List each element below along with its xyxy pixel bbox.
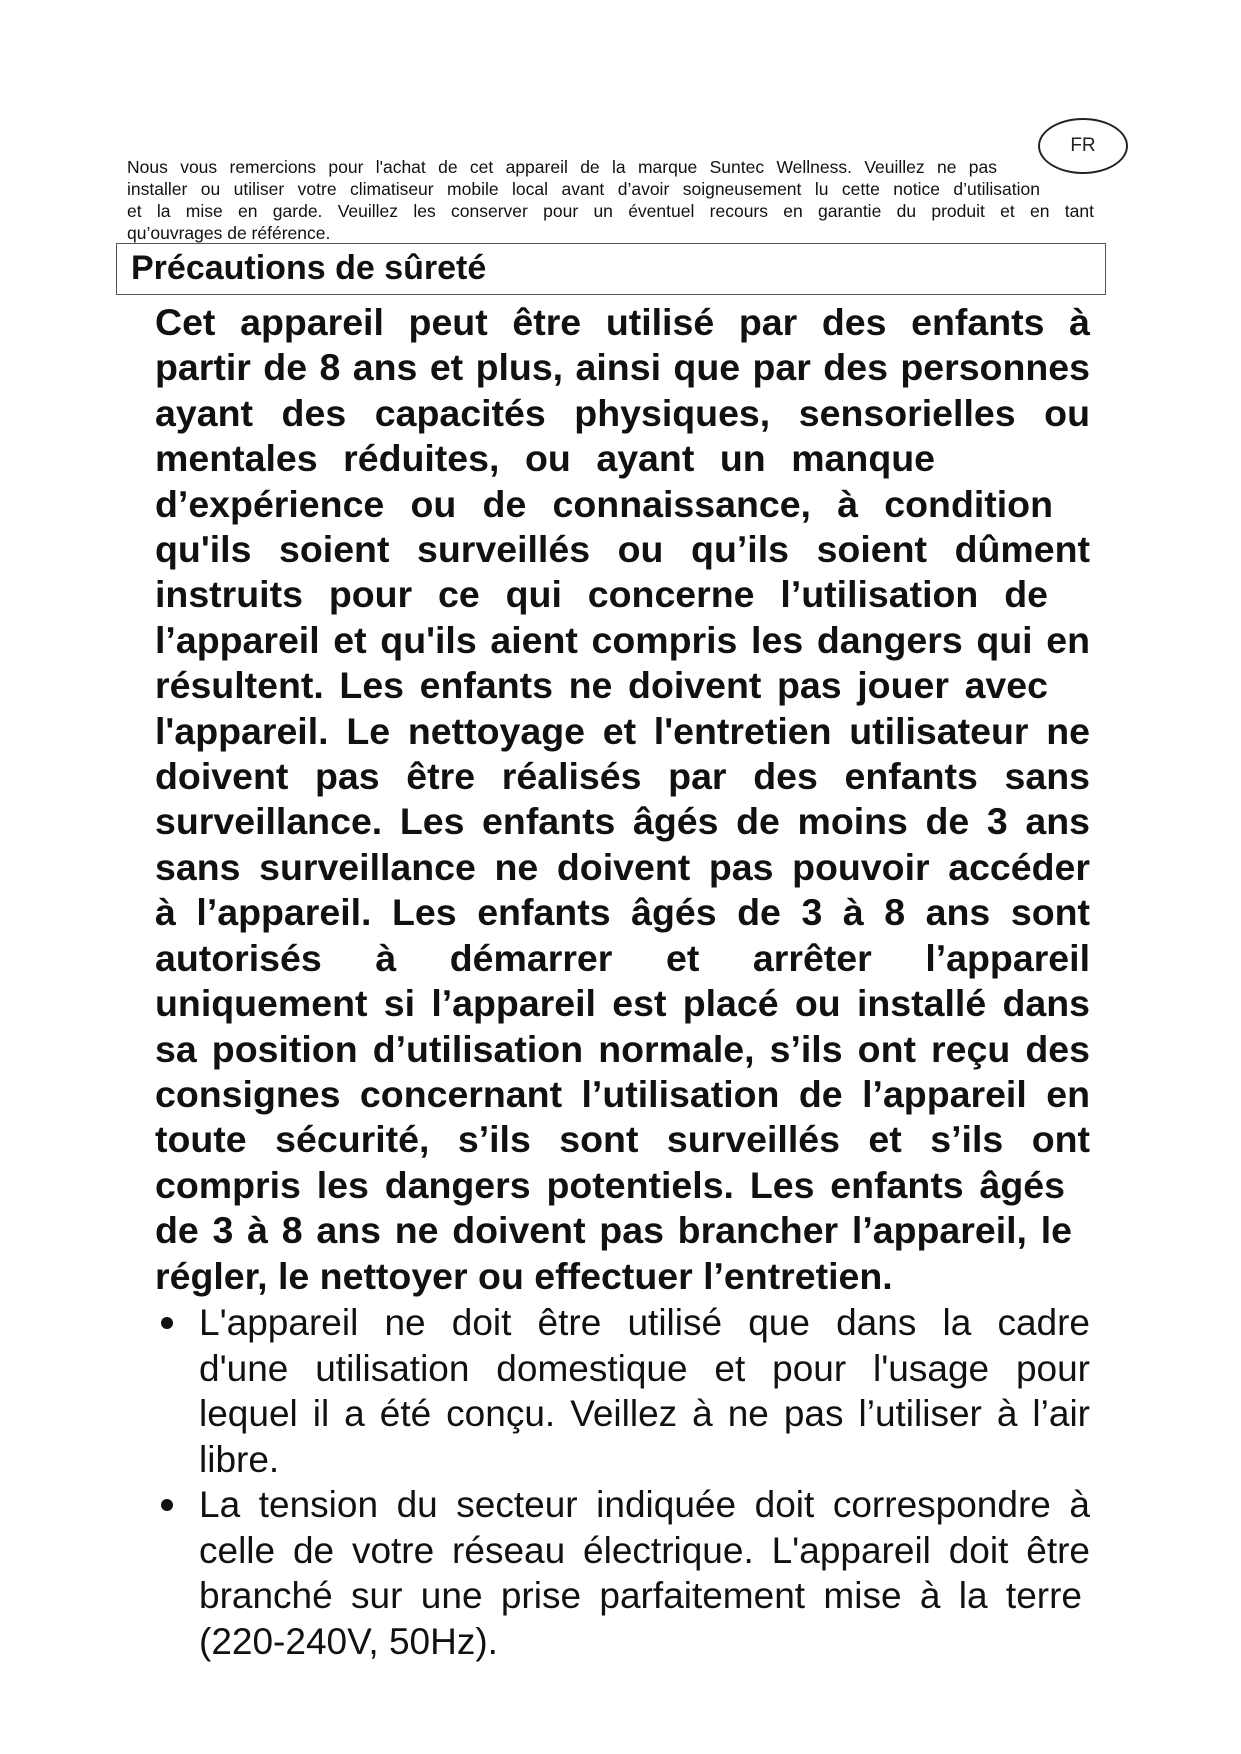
bullet-item-domestic-use: [155, 1300, 1090, 1482]
bullet-line: (220-240V, 50Hz).: [199, 1620, 498, 1662]
bullet-line: L'appareil ne doit être utilisé que dans la cadre: [199, 1302, 1090, 1343]
warning-line: sa position d’utilisation normale, s’ils ont reçu des: [155, 1027, 1090, 1070]
bullet-icon: [161, 1499, 173, 1511]
warning-line: toute sécurité, s’ils sont surveillés et s’ils ont: [155, 1118, 1090, 1161]
warning-line: sans surveillance ne doivent pas pouvoir accéder: [155, 845, 1090, 888]
warning-line: ayant des capacités physiques, sensorielles ou: [155, 391, 1090, 434]
warning-line: l'appareil. Le nettoyage et l'entretien utilisateur ne: [155, 709, 1090, 752]
bullet-line: La tension du secteur indiquée doit correspondre à: [199, 1484, 1090, 1525]
warning-line: l’appareil et qu'ils aient compris les dangers qui en: [155, 618, 1090, 661]
child-safety-warning: [155, 300, 1090, 1299]
warning-line: Cet appareil peut être utilisé par des enfants à: [155, 301, 1090, 343]
warning-line: uniquement si l’appareil est placé ou installé dans: [155, 982, 1090, 1025]
warning-line: à l’appareil. Les enfants âgés de 3 à 8 ans sont: [155, 891, 1090, 934]
bullet-item-mains-voltage: [155, 1482, 1090, 1664]
intro-line: Nous vous remercions pour l'achat de cet appareil de la marque Suntec Wellness. Veuillez ne pas: [127, 157, 997, 177]
intro-line: qu’ouvrages de référence.: [127, 223, 331, 243]
safety-bullet-list: [155, 1300, 1090, 1664]
warning-line: autorisés à démarrer et arrêter l’appareil: [155, 936, 1090, 979]
warning-line: instruits pour ce qui concerne l’utilisation de: [155, 573, 1048, 616]
bullet-line: libre.: [199, 1438, 280, 1480]
warning-line: qu'ils soient surveillés ou qu’ils soient dûment: [155, 528, 1090, 571]
bullet-icon: [161, 1317, 173, 1329]
bullet-line: branché sur une prise parfaitement mise à la terre: [199, 1575, 1082, 1616]
warning-line: consignes concernant l’utilisation de l’appareil en: [155, 1072, 1090, 1115]
language-badge-fr: FR: [1038, 118, 1128, 174]
section-title: Précautions de sûreté: [116, 243, 1106, 295]
warning-line: régler, le nettoyer ou effectuer l’entretien.: [155, 1254, 893, 1297]
intro-paragraph: [127, 156, 1094, 244]
warning-line: surveillance. Les enfants âgés de moins de 3 ans: [155, 800, 1090, 843]
bullet-line: d'une utilisation domestique et pour l'usage pour: [199, 1347, 1090, 1389]
warning-line: doivent pas être réalisés par des enfants sans: [155, 755, 1090, 798]
intro-line: installer ou utiliser votre climatiseur mobile local avant d’avoir soigneusement lu cette notice d’utilisation: [127, 179, 1040, 199]
warning-line: partir de 8 ans et plus, ainsi que par des personnes: [155, 346, 1090, 389]
bullet-line: lequel il a été conçu. Veillez à ne pas l’utiliser à l’air: [199, 1393, 1090, 1434]
intro-line: et la mise en garde. Veuillez les conserver pour un éventuel recours en garantie du produit et en tant: [127, 201, 1094, 221]
bullet-line: celle de votre réseau électrique. L'appareil doit être: [199, 1529, 1090, 1571]
warning-line: résultent. Les enfants ne doivent pas jouer avec: [155, 664, 1048, 707]
warning-line: d’expérience ou de connaissance, à condition: [155, 482, 1053, 525]
warning-line: mentales réduites, ou ayant un manque: [155, 437, 935, 480]
warning-line: de 3 à 8 ans ne doivent pas brancher l’appareil, le: [155, 1209, 1072, 1252]
warning-line: compris les dangers potentiels. Les enfants âgés: [155, 1163, 1065, 1206]
